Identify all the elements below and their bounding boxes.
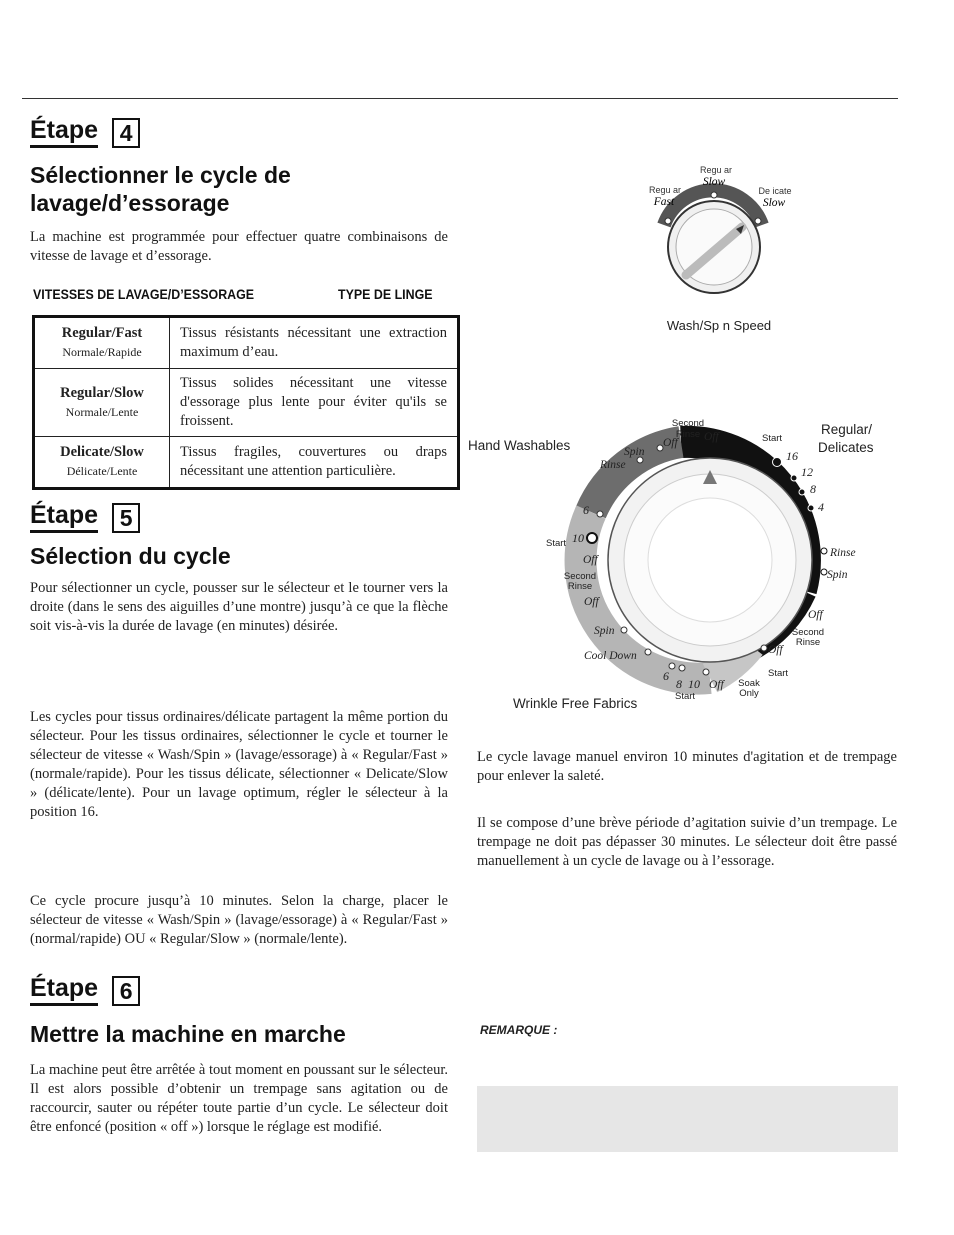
- dial-position-dot: [821, 548, 827, 554]
- dial-position-dot: [808, 505, 814, 511]
- step6-para: La machine peut être arrêtée à tout moment en poussant sur le sélecteur. Il est alors possible d’obtenir un trempage sans agitation ou de raccourcir, sauter ou répéter toute partie d’un cycle. Le sélecteur doit être enfoncé (position « off ») lorsque le réglage est modifié.: [30, 1062, 448, 1135]
- type-column-header: TYPE DE LINGE: [338, 287, 433, 302]
- label-slow-top: Slow: [702, 176, 726, 188]
- minutes-6-bottom-label: 6: [663, 669, 669, 683]
- speed-cell: [34, 317, 170, 369]
- speed-label: Regular/Fast: [61, 325, 143, 341]
- step6-heading: [30, 975, 140, 1006]
- speeds-column-header: VITESSES DE LAVAGE/D’ESSORAGE: [33, 287, 255, 302]
- step6-word: Étape: [30, 975, 98, 1006]
- minutes-8-bottom-label: 8: [676, 677, 682, 691]
- minutes-10-bottom-label: 10: [688, 677, 700, 691]
- minutes-8-label: 8: [810, 482, 816, 496]
- step4-intro: La machine est programmée pour effectuer quatre combinaisons de vitesse de lavage et d’essorage.: [30, 229, 448, 264]
- dial-position-dot: [645, 649, 651, 655]
- speed-sublabel: Normale/Lente: [65, 404, 139, 419]
- speed-cell: [34, 437, 170, 489]
- table-row: [34, 437, 459, 489]
- rinse-small-label-right: Rinse: [795, 637, 821, 648]
- second-rinse-label-right: Second: [791, 627, 825, 638]
- dial-position-dot: [799, 489, 805, 495]
- label-slow-right: Slow: [762, 197, 786, 209]
- step4-title-line1: Sélectionner le cycle de: [30, 162, 291, 188]
- spin-label-right: Spin: [827, 569, 848, 581]
- minutes-12-label: 12: [801, 465, 813, 479]
- right-para2: Il se compose d’une brève période d’agitation suivie d’un trempage. Le trempage ne doit pas dépasser 30 minutes. Le sélecteur doit être passé manuellement à un cycle de lavage ou à l’essorage.: [477, 815, 897, 869]
- rinse-label-right: Rinse: [830, 547, 856, 559]
- right-para1: Le cycle lavage manuel environ 10 minutes d'agitation et de trempage pour enlever la saleté.: [477, 749, 897, 784]
- off-label-right: Off: [808, 609, 823, 621]
- soak-only-label: Only: [739, 688, 759, 699]
- speed-cell: [34, 369, 170, 437]
- off-label-right-2: Off: [768, 644, 783, 656]
- start-label-bottom: Start: [675, 691, 696, 702]
- step5-para2: Les cycles pour tissus ordinaires/délicate partagent la même portion du sélecteur. Pour les tissus ordinaires, sélectionner le cycle et tourner le sélecteur de vitesse « Wash/Spin » (lavage/essorage) à « Regular/Fast » (normale/rapide). Pour les tissus délicate, sélectionner « Delicate/Slow » (délicate/lente). Pour un lavage optimum, régler le sélecteur à la position 16.: [30, 709, 448, 820]
- speed-label: Regular/Slow: [60, 384, 144, 401]
- label-fast: Fast: [653, 196, 675, 208]
- label-regular-left: Regu ar: [648, 185, 682, 195]
- regular-delicates-label-2: Delicates: [818, 440, 874, 455]
- soak-label: Soak: [738, 678, 760, 689]
- off-label: Off: [704, 431, 719, 443]
- step5-number: 5: [112, 503, 140, 533]
- minutes-6-label: 6: [583, 503, 589, 517]
- speed-knob-illustration: [620, 155, 840, 345]
- hand-washables-label: Hand Washables: [468, 438, 571, 453]
- label-delicate: De icate: [758, 186, 792, 196]
- note-box: [477, 1086, 898, 1152]
- step5-word: Étape: [30, 502, 98, 533]
- step6-number: 6: [112, 976, 140, 1006]
- start-label-left: Start: [546, 538, 567, 549]
- dial-position-dot: [621, 627, 627, 633]
- speed-sublabel: Normale/Rapide: [62, 345, 142, 359]
- step5-heading: [30, 502, 140, 533]
- dial-position-dot: [669, 663, 675, 669]
- step5-title: Sélection du cycle: [30, 543, 231, 569]
- top-rule: [22, 98, 898, 99]
- dial-position-dot: [761, 645, 767, 651]
- fabric-description: Tissus résistants nécessitant une extraction maximum d’eau.: [170, 317, 459, 369]
- second-rinse-label-left: Second: [563, 571, 597, 582]
- off-label-left-2: Off: [584, 596, 599, 608]
- step4-word: Étape: [30, 117, 98, 148]
- minutes-10-label: 10: [572, 531, 584, 545]
- dial-position-dot: [597, 511, 603, 517]
- dial-position-dot: [703, 669, 709, 675]
- minutes-4-label: 4: [818, 500, 824, 514]
- knob-dot: [711, 192, 717, 198]
- fabric-description: Tissus fragiles, couvertures ou draps nécessitant une attention particulière.: [170, 437, 459, 489]
- cycle-dial-center: [648, 498, 772, 622]
- fabric-description: Tissus solides nécessitant une vitesse d'essorage plus lente pour éviter qu'ils se froissent.: [170, 369, 459, 437]
- table-row: [34, 317, 459, 369]
- off-label-bottom: Off: [709, 679, 724, 691]
- speed-label: Delicate/Slow: [60, 444, 144, 460]
- dial-position-dot: [679, 665, 685, 671]
- step5-para1: Pour sélectionner un cycle, pousser sur le sélecteur et le tourner vers la droite (dans le sens des aiguilles d’une montre) jusqu’à ce que la flèche soit vis-à-vis la durée de lavage (en minutes) désirée.: [30, 580, 448, 634]
- cool-down-label: Cool Down: [584, 650, 637, 662]
- start-label: Start: [762, 433, 783, 444]
- speeds-table: [32, 315, 460, 490]
- step4-title: [30, 161, 291, 217]
- off-label: Off: [663, 437, 678, 449]
- wrinkle-free-label: Wrinkle Free Fabrics: [513, 696, 638, 711]
- remarque-label: REMARQUE :: [480, 1023, 558, 1037]
- dial-position-dot: [773, 458, 782, 467]
- step4-number: 4: [112, 118, 140, 148]
- speed-knob-caption: Wash/Sp n Speed: [666, 318, 772, 333]
- step5-para3: Ce cycle procure jusqu’à 10 minutes. Selon la charge, placer le sélecteur de vitesse « Wash/Spin » (lavage/essorage) à « Regular/Fast » (normal/rapide) OU « Regular/Slow » (normale/lente).: [30, 893, 448, 947]
- knob-dot: [665, 218, 671, 224]
- rinse-small-label-top: Rinse: [675, 429, 701, 440]
- off-label-left: Off: [583, 554, 598, 566]
- start-label-right: Start: [768, 668, 789, 679]
- dial-position-dot: [791, 475, 797, 481]
- knob-dot: [755, 218, 761, 224]
- cycle-dial-illustration: [460, 410, 900, 720]
- regular-delicates-label-1: Regular/: [821, 422, 873, 437]
- rinse-label: Rinse: [600, 459, 626, 471]
- step6-title: Mettre la machine en marche: [30, 1021, 346, 1047]
- spin-label: Spin: [624, 446, 645, 458]
- second-rinse-label-top: Second: [671, 418, 705, 429]
- speed-sublabel: Délicate/Lente: [66, 464, 138, 478]
- label-regular-top: Regu ar: [699, 165, 733, 175]
- rinse-small-label-left: Rinse: [567, 581, 593, 592]
- minutes-16-label: 16: [786, 449, 798, 463]
- step4-title-line2: lavage/d’essorage: [30, 190, 230, 216]
- dial-position-dot: [587, 533, 597, 543]
- table-row: [34, 369, 459, 437]
- spin-label-bottom: Spin: [594, 625, 615, 637]
- step4-heading: [30, 117, 140, 148]
